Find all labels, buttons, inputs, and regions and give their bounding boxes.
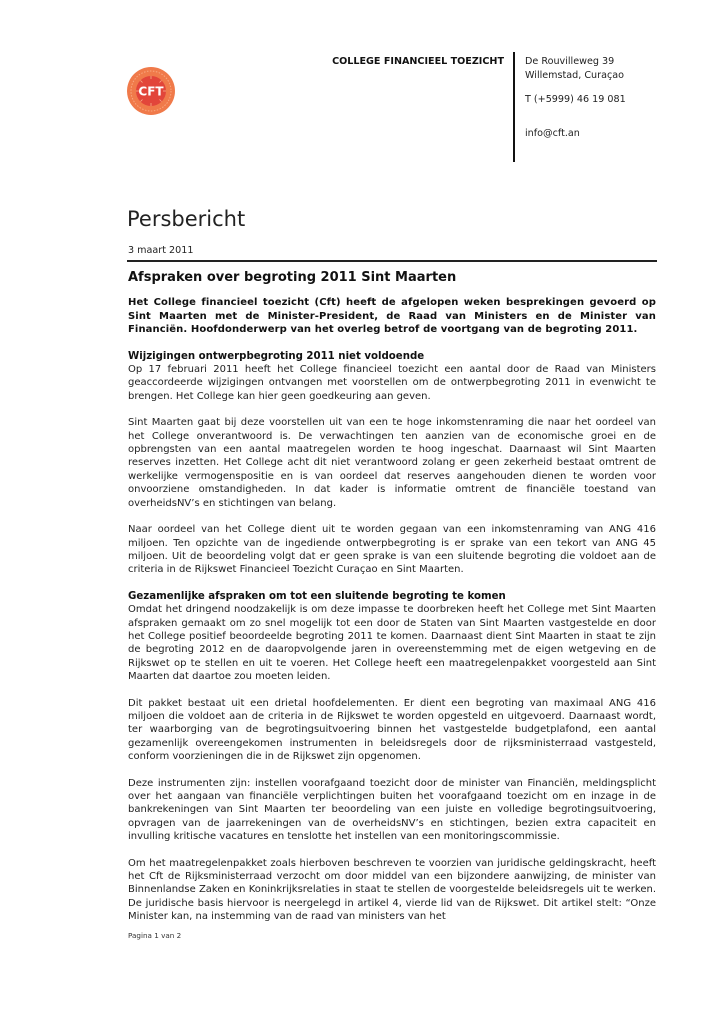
- paragraph: Sint Maarten gaat bij deze voorstellen uit van een te hoge inkomstenraming die naar het oordeel van het College onverantwoord is. De verwachtingen ten aanzien van de economische groei en de opbrengsten van een aantal maatregelen worden te hoog ingeschat. Daarnaast wil Sint Maarten reserves inzetten. Het College acht dit niet verantwoord zolang er geen zekerheid bestaat omtrent de werkelijke vermogenspositie en is van oordeel dat reserves aangehouden dienen te worden voor onvoorziene omstandigheden. In dat kader is informatie omtrent de financiële toestand van overheidsNV’s en stichtingen van belang.: [128, 417, 656, 509]
- paragraph: Om het maatregelenpakket zoals hierboven beschreven te voorzien van juridische geldingskracht, heeft het Cft de Rijksministerraad verzocht om door middel van een bijzondere aanwijzing, de minister van Binnenlandse Zaken en Koninkrijksrelaties in staat te stellen de voorgestelde beleidsregels uit te werken. De juridische basis hiervoor is neergelegd in artikel 4, vierde lid van de Rijkswet. Dit artikel stelt: “Onze Minister kan, na instemming van de raad van ministers van het: [128, 857, 657, 923]
- section-gezamenlijke-afspraken: [128, 590, 656, 924]
- title-divider: [127, 260, 657, 262]
- phone-number: T (+5999) 46 19 081: [525, 94, 626, 105]
- press-release-body: [128, 271, 656, 937]
- paragraph: Dit pakket bestaat uit een drietal hoofdelementen. Er dient een begroting van maximaal ANG 416 miljoen die voldoet aan de criteria in de Rijkswet te worden opgesteld en uitgevoerd. Daarnaast wordt, ter waarborging van de begrotingsuitvoering binnen het vastgestelde budgetplafond, een aantal gezamenlijk overeengekomen instrumenten in beleidsregels door de rijksministerraad vastgesteld, conform voorzieningen die in de Rijkswet zijn opgenomen.: [128, 697, 656, 763]
- paragraph: Omdat het dringend noodzakelijk is om deze impasse te doorbreken heeft het College met Sint Maarten afspraken gemaakt om zo snel mogelijk tot een door de Staten van Sint Maarten vastgestelde en door het College positief beoordeelde begroting 2011 te komen. Daarnaast dient Sint Maarten in staat te zijn de begroting 2012 en de daaropvolgende jaren in overeenstemming met de eigen wetgeving en de Rijkswet op te stellen en uit te voeren. Het College heeft een maatregelenpakket voorgesteld aan Sint Maarten dat daartoe zou moeten leiden.: [128, 604, 656, 683]
- organization-name: COLLEGE FINANCIEEL TOEZICHT: [332, 56, 504, 67]
- cft-logo: [126, 66, 176, 116]
- address-line-1: De Rouvilleweg 39: [525, 56, 615, 67]
- publication-date: 3 maart 2011: [128, 245, 194, 256]
- email-address[interactable]: info@cft.an: [525, 128, 580, 139]
- section-heading: Wijzigingen ontwerpbegroting 2011 niet voldoende: [128, 350, 425, 362]
- section-heading: Gezamenlijke afspraken om tot een sluitende begroting te komen: [128, 590, 506, 602]
- contact-block: [525, 55, 626, 141]
- paragraph: Deze instrumenten zijn: instellen voorafgaand toezicht door de minister van Financiën, meldingsplicht over het aangaan van financiële verplichtingen buiten het voorafgaand toezicht om en inzage in de bankrekeningen van Sint Maarten ter beoordeling van een juiste en volledige begrotingsuitvoering, opvragen van de jaarrekeningen van de overheidsNV’s en stichtingen, bezien extra capaciteit en invulling kritische vacatures en tenslotte het instellen van een monitoringscommissie.: [128, 777, 656, 843]
- document-type-title: Persbericht: [127, 207, 246, 231]
- svg-text:CFT: CFT: [138, 84, 164, 99]
- paragraph: Naar oordeel van het College dient uit te worden gegaan van een inkomstenraming van ANG 416 miljoen. Ten opzichte van de ingediende ontwerpbegroting is er sprake van een tekort van ANG 45 miljoen. Uit de beoordeling volgt dat er geen sprake is van een sluitende begroting die voldoet aan de criteria in de Rijkswet Financieel Toezicht Curaçao en Sint Maarten.: [128, 524, 656, 576]
- address-line-2: Willemstad, Curaçao: [525, 70, 624, 81]
- paragraph: Op 17 februari 2011 heeft het College financieel toezicht een aantal door de Raad van Ministers geaccordeerde wijzigingen ontvangen met voorstellen om de ontwerpbegroting 2011 in evenwicht te brengen. Het College kan hier geen goedkeuring aan geven.: [128, 364, 656, 402]
- cft-logo-icon: [126, 66, 176, 116]
- section-wijzigingen: [128, 350, 656, 577]
- header-divider: [513, 52, 515, 162]
- headline: Afspraken over begroting 2011 Sint Maarten: [128, 270, 457, 285]
- lead-paragraph: Het College financieel toezicht (Cft) heeft de afgelopen weken besprekingen gevoerd op Sint Maarten met de Minister-President, de Raad van Ministers en de Minister van Financiën. Hoofdonderwerp van het overleg betrof de voortgang van de begroting 2011.: [128, 297, 656, 336]
- page-indicator: Pagina 1 van 2: [128, 931, 182, 940]
